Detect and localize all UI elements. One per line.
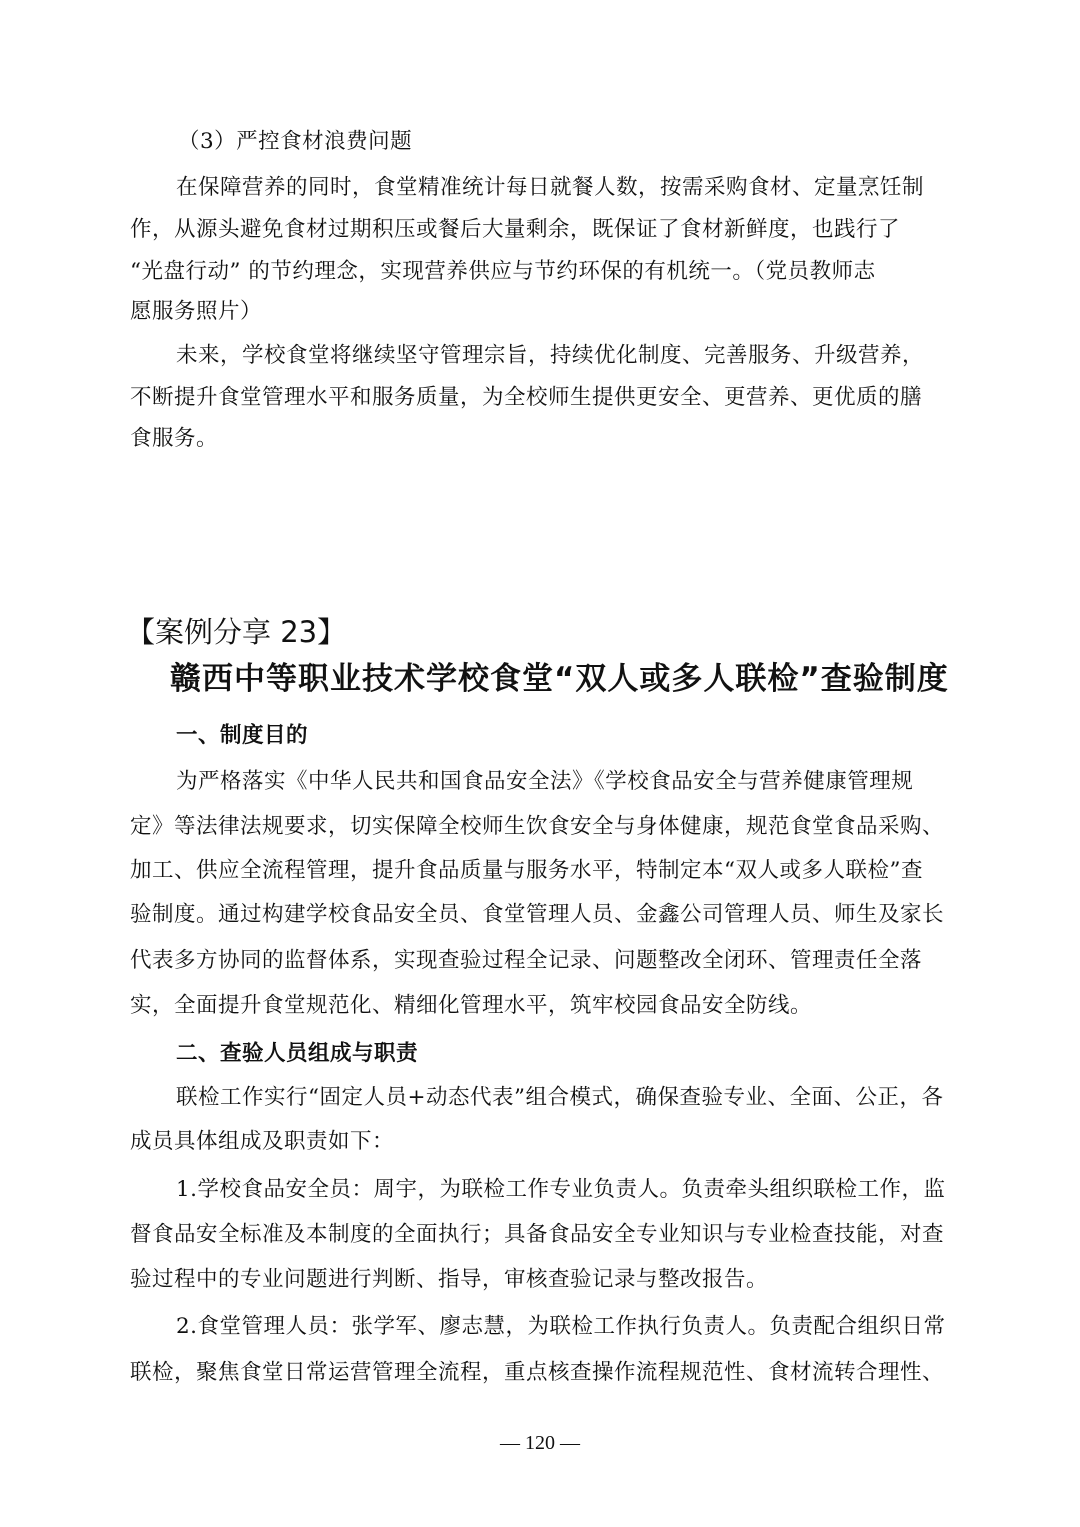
- list-item-line: 督食品安全标准及本制度的全面执行；具备食品安全专业知识与专业检查技能，对查: [130, 1222, 945, 1247]
- paragraph-line: 定》等法律法规要求，切实保障全校师生饮食安全与身体健康，规范食堂食品采购、: [130, 814, 945, 839]
- list-item-line: 验过程中的专业问题进行判断、指导，审核查验记录与整改报告。: [130, 1267, 769, 1292]
- section-heading: （3）严控食材浪费问题: [178, 129, 413, 154]
- paragraph-line: 食服务。: [130, 426, 219, 451]
- paragraph-line: 作，从源头避免食材过期积压或餐后大量剩余，既保证了食材新鲜度，也践行了: [130, 217, 901, 242]
- list-item-line: 1.学校食品安全员：周宇，为联检工作专业负责人。负责牵头组织联检工作，监: [176, 1177, 946, 1202]
- paragraph-line: 代表多方协同的监督体系，实现查验过程全记录、问题整改全闭环、管理责任全落: [130, 948, 923, 973]
- paragraph-line: 加工、供应全流程管理，提升食品质量与服务水平，特制定本“双人或多人联检”查: [130, 858, 923, 883]
- document-title: 赣西中等职业技术学校食堂“双人或多人联检”查验制度: [170, 661, 949, 697]
- part-heading: 二、查验人员组成与职责: [176, 1041, 419, 1066]
- paragraph-line: 不断提升食堂管理水平和服务质量，为全校师生提供更安全、更营养、更优质的膳: [130, 385, 923, 410]
- paragraph-line: 联检工作实行“固定人员+动态代表”组合模式，确保查验专业、全面、公正，各: [176, 1085, 944, 1110]
- page-number: — 120 —: [500, 1432, 580, 1454]
- list-item-line: 2.食堂管理人员：张学军、廖志慧，为联检工作执行负责人。负责配合组织日常: [176, 1314, 946, 1339]
- paragraph-line: 在保障营养的同时，食堂精准统计每日就餐人数，按需采购食材、定量烹饪制: [176, 175, 925, 200]
- list-item-line: 联检，聚焦食堂日常运营管理全流程，重点核查操作流程规范性、食材流转合理性、: [130, 1360, 945, 1385]
- paragraph-line: 实，全面提升食堂规范化、精细化管理水平，筑牢校园食品安全防线。: [130, 993, 813, 1018]
- paragraph-line: 未来，学校食堂将继续坚守管理宗旨，持续优化制度、完善服务、升级营养，: [176, 343, 925, 368]
- paragraph-line: 愿服务照片）: [130, 299, 263, 324]
- paragraph-line: “光盘行动” 的节约理念，实现营养供应与节约环保的有机统一。（党员教师志: [130, 259, 876, 284]
- paragraph-line: 验制度。通过构建学校食品安全员、食堂管理人员、金鑫公司管理人员、师生及家长: [130, 902, 945, 927]
- paragraph-line: 成员具体组成及职责如下：: [130, 1129, 395, 1154]
- paragraph-line: 为严格落实《中华人民共和国食品安全法》《学校食品安全与营养健康管理规: [176, 769, 914, 794]
- case-header: 【案例分享 23】: [126, 615, 347, 649]
- part-heading: 一、制度目的: [176, 723, 309, 748]
